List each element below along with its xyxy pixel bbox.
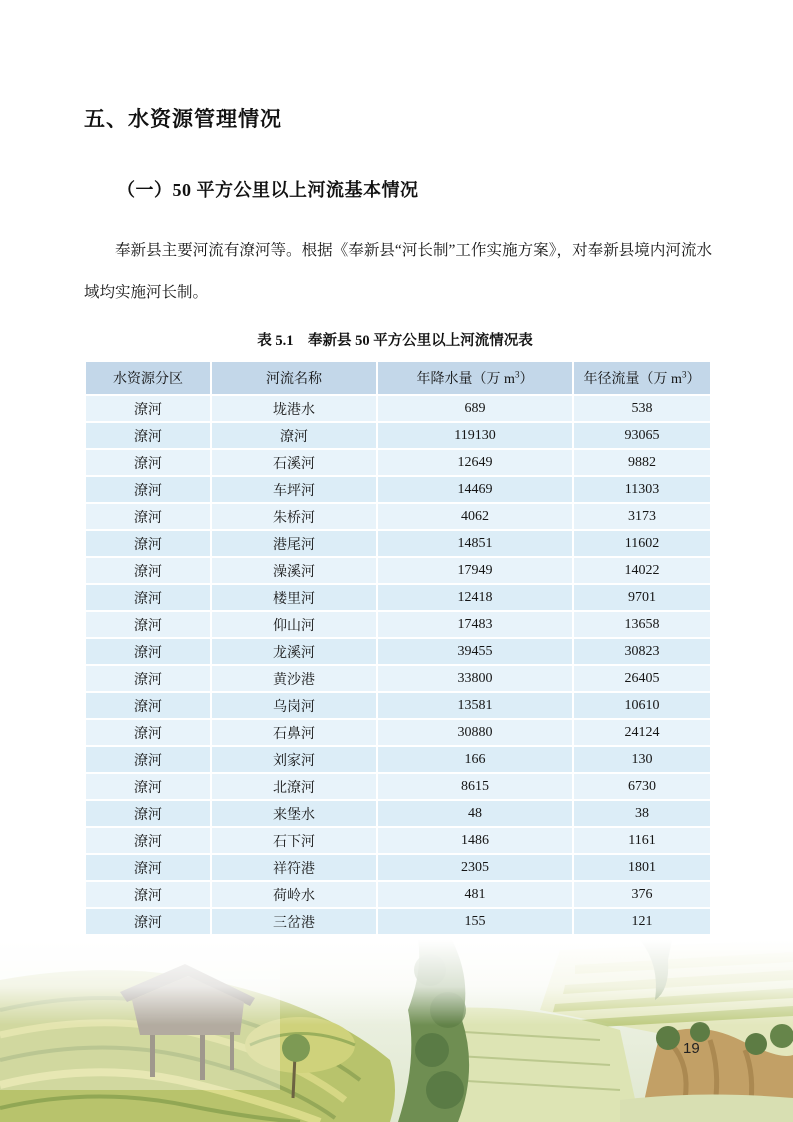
table-cell: 538 [574,396,710,421]
table-cell: 潦河 [86,585,210,610]
table-cell: 121 [574,909,710,934]
table-cell: 潦河 [86,558,210,583]
table-row [86,801,710,826]
table-cell: 垅港水 [212,396,376,421]
table-cell: 30823 [574,639,710,664]
table-row [86,639,710,664]
table-cell: 8615 [378,774,572,799]
table-cell: 潦河 [86,801,210,826]
table-cell: 祥符港 [212,855,376,880]
table-cell: 潦河 [86,477,210,502]
table-row [86,666,710,691]
table-cell: 1486 [378,828,572,853]
table-cell: 黄沙港 [212,666,376,691]
table-cell: 刘家河 [212,747,376,772]
table-cell: 石溪河 [212,450,376,475]
table-cell: 潦河 [86,828,210,853]
table-row [86,747,710,772]
table-cell: 17949 [378,558,572,583]
table-cell: 潦河 [86,720,210,745]
table-row [86,585,710,610]
table-cell: 39455 [378,639,572,664]
table-cell: 潦河 [86,774,210,799]
table-cell: 14022 [574,558,710,583]
table-cell: 车坪河 [212,477,376,502]
table-cell: 12418 [378,585,572,610]
table-cell: 3173 [574,504,710,529]
table-cell: 130 [574,747,710,772]
table-cell: 12649 [378,450,572,475]
table-cell: 93065 [574,423,710,448]
table-cell: 11602 [574,531,710,556]
table-cell: 潦河 [86,450,210,475]
table-row [86,909,710,934]
table-cell: 6730 [574,774,710,799]
table-cell: 潦河 [86,747,210,772]
table-cell: 38 [574,801,710,826]
table-cell: 17483 [378,612,572,637]
section-title: 五、水资源管理情况 [84,108,282,131]
table-cell: 4062 [378,504,572,529]
table-row [86,531,710,556]
subsection-title: （一）50 平方公里以上河流基本情况 [117,180,419,200]
table-cell: 石鼻河 [212,720,376,745]
column-header: 水资源分区 [86,362,210,394]
table-row [86,720,710,745]
table-cell: 来堡水 [212,801,376,826]
table-cell: 1801 [574,855,710,880]
table-cell: 潦河 [86,693,210,718]
terraced-fields-photo [0,940,793,1122]
page-number: 19 [683,1040,700,1057]
table-row [86,558,710,583]
table-cell: 11303 [574,477,710,502]
river-table [84,360,712,936]
table-cell: 14469 [378,477,572,502]
table-cell: 33800 [378,666,572,691]
table-cell: 潦河 [86,612,210,637]
table-cell: 376 [574,882,710,907]
table-cell: 澡溪河 [212,558,376,583]
table-cell: 石下河 [212,828,376,853]
table-cell: 10610 [574,693,710,718]
table-cell: 13658 [574,612,710,637]
table-caption: 表 5.1 奉新县 50 平方公里以上河流情况表 [257,333,533,349]
table-row [86,450,710,475]
table-cell: 1161 [574,828,710,853]
table-cell: 龙溪河 [212,639,376,664]
body-paragraph: 奉新县主要河流有潦河等。根据《奉新县“河长制”工作实施方案》，对奉新县境内河流水域均实施河长制。 [84,242,712,301]
table-cell: 2305 [378,855,572,880]
table-cell: 潦河 [86,639,210,664]
table-cell: 潦河 [86,531,210,556]
table-cell: 潦河 [212,423,376,448]
table-cell: 14851 [378,531,572,556]
table-cell: 166 [378,747,572,772]
table-cell: 155 [378,909,572,934]
table-row [86,504,710,529]
table-cell: 乌岗河 [212,693,376,718]
table-cell: 潦河 [86,855,210,880]
table-cell: 689 [378,396,572,421]
table-cell: 朱桥河 [212,504,376,529]
table-cell: 26405 [574,666,710,691]
table-cell: 潦河 [86,423,210,448]
table-cell: 潦河 [86,909,210,934]
table-cell: 24124 [574,720,710,745]
column-header: 年降水量（万 $m^3$） [378,362,572,394]
table-cell: 48 [378,801,572,826]
table-row [86,774,710,799]
table-row [86,477,710,502]
table-cell: 潦河 [86,882,210,907]
table-cell: 三岔港 [212,909,376,934]
table-cell: 9882 [574,450,710,475]
table-cell: 北潦河 [212,774,376,799]
table-header-row [86,362,710,394]
table-row [86,828,710,853]
table-cell: 481 [378,882,572,907]
table-cell: 潦河 [86,666,210,691]
table-row [86,396,710,421]
table-row [86,612,710,637]
table-cell: 楼里河 [212,585,376,610]
table-cell: 9701 [574,585,710,610]
table-cell: 港尾河 [212,531,376,556]
table-row [86,882,710,907]
table-cell: 荷岭水 [212,882,376,907]
table-cell: 潦河 [86,504,210,529]
table-row [86,423,710,448]
table-row [86,693,710,718]
table-cell: 119130 [378,423,572,448]
column-header: 河流名称 [212,362,376,394]
table-cell: 30880 [378,720,572,745]
table-row [86,855,710,880]
table-cell: 潦河 [86,396,210,421]
table-cell: 仰山河 [212,612,376,637]
column-header: 年径流量（万 $m^3$） [574,362,710,394]
table-cell: 13581 [378,693,572,718]
